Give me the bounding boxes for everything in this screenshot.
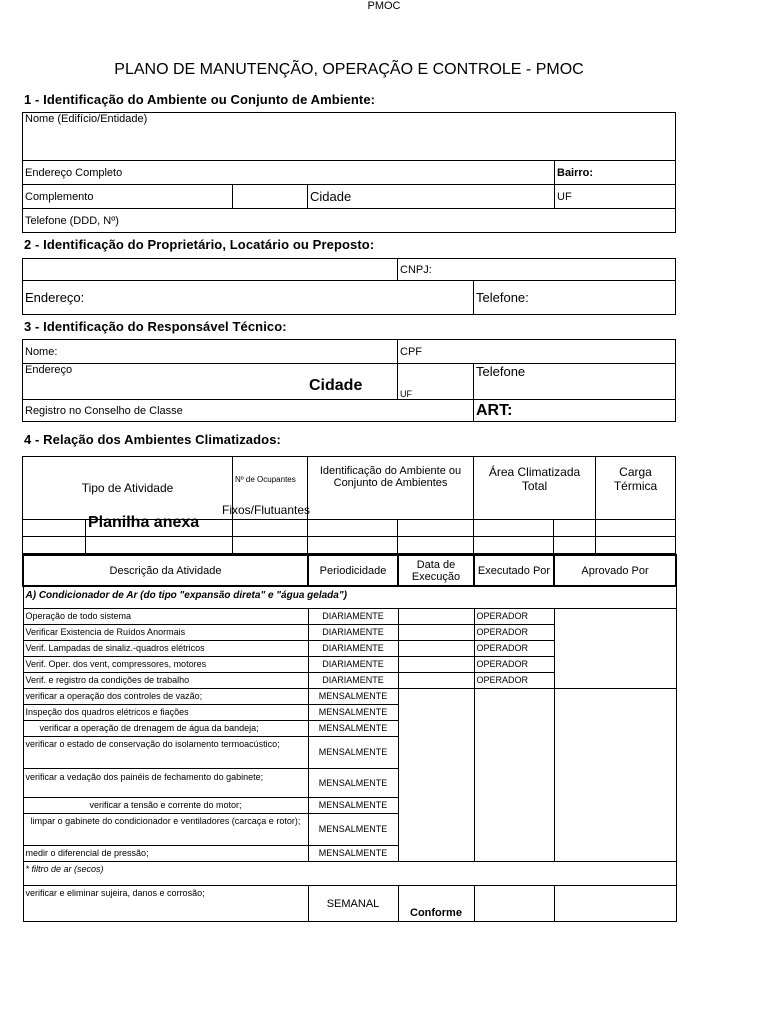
activity-period: MENSALMENTE [308, 768, 398, 797]
fixos-flutuantes-label: Fixos/Flutuantes [222, 503, 311, 517]
cnpj-field[interactable]: CNPJ: [398, 259, 676, 281]
proprietario-nome-field[interactable] [23, 259, 398, 281]
activity-exec-cell[interactable] [474, 885, 554, 921]
endereco-field[interactable]: Endereço Completo [23, 161, 555, 185]
complemento-field[interactable]: Complemento [23, 185, 233, 209]
section-4-title: 4 - Relação dos Ambientes Climatizados: [24, 432, 281, 447]
document-title: PLANO DE MANUTENÇÃO, OPERAÇÃO E CONTROLE - PMOC [114, 61, 584, 78]
rt-art-field[interactable]: ART: [474, 400, 676, 422]
col-ocupantes-label: Nº de Ocupantes [235, 475, 296, 484]
section-2-title: 2 - Identificação do Proprietário, Locatário ou Preposto: [24, 237, 375, 252]
activity-period: MENSALMENTE [308, 813, 398, 845]
activity-date-cell[interactable] [398, 624, 474, 640]
activities-table [22, 554, 677, 922]
col-area: Área Climatizada Total [474, 457, 596, 520]
activity-desc: verificar o estado de conservação do isolamento termoacústico; [23, 736, 308, 768]
activity-exec: OPERADOR [474, 656, 554, 672]
nome-field[interactable]: Nome (Edifício/Entidade) [23, 113, 676, 161]
activity-period: MENSALMENTE [308, 688, 398, 704]
col-periodicidade: Periodicidade [308, 555, 398, 586]
ambientes-table [22, 456, 676, 554]
activity-date-cell[interactable] [398, 656, 474, 672]
col-descricao: Descrição da Atividade [23, 555, 308, 586]
activity-desc: medir o diferencial de pressão; [23, 845, 308, 861]
cidade-field[interactable]: Cidade [308, 185, 555, 209]
ambiente-cell[interactable] [233, 537, 308, 554]
activity-period: MENSALMENTE [308, 704, 398, 720]
complemento-value[interactable] [233, 185, 308, 209]
uf-field[interactable]: UF [555, 185, 676, 209]
planilha-cell [86, 514, 233, 537]
activity-period: DIARIAMENTE [308, 608, 398, 624]
section-2-table [22, 258, 676, 315]
activity-period: SEMANAL [308, 885, 398, 921]
activity-desc: Inspeção dos quadros elétricos e fiações [23, 704, 308, 720]
ambiente-cell[interactable] [398, 520, 474, 537]
ambiente-cell[interactable] [474, 520, 554, 537]
activity-period: DIARIAMENTE [308, 640, 398, 656]
activity-period: DIARIAMENTE [308, 624, 398, 640]
section-1-title: 1 - Identificação do Ambiente ou Conjunto de Ambiente: [24, 92, 376, 107]
ambiente-cell[interactable] [86, 537, 233, 554]
page-header-tag: PMOC [367, 0, 401, 12]
activity-aprov-cell[interactable] [554, 885, 676, 921]
rt-nome-field[interactable]: Nome: [23, 340, 398, 364]
activity-exec: OPERADOR [474, 640, 554, 656]
rt-telefone-field[interactable]: Telefone [474, 364, 676, 400]
group-a-heading: A) Condicionador de Ar (do tipo "expansão direta" e "água gelada") [23, 586, 676, 608]
ambiente-cell[interactable] [308, 537, 398, 554]
activity-desc: Verif. Lampadas de sinaliz.-quadros elétricos [23, 640, 308, 656]
activity-aprov-cell[interactable] [554, 688, 676, 861]
activity-desc: Operação de todo sistema [23, 608, 308, 624]
ambiente-cell[interactable] [596, 537, 676, 554]
activity-period: MENSALMENTE [308, 736, 398, 768]
activity-period: DIARIAMENTE [308, 672, 398, 688]
activity-desc: Verif. Oper. dos vent, compressores, motores [23, 656, 308, 672]
rt-cpf-field[interactable]: CPF [398, 340, 676, 364]
activity-desc: Verif. e registro da condições de trabalho [23, 672, 308, 688]
filtro-heading: * filtro de ar (secos) [23, 861, 676, 885]
ambiente-cell[interactable] [474, 537, 554, 554]
table-row [23, 885, 676, 921]
activity-period: DIARIAMENTE [308, 656, 398, 672]
col-aprovado: Aprovado Por [554, 555, 676, 586]
telefone-field[interactable]: Telefone (DDD, Nº) [23, 209, 676, 233]
activity-exec: OPERADOR [474, 608, 554, 624]
activity-date-cell[interactable] [398, 688, 474, 861]
ambiente-cell[interactable] [23, 537, 86, 554]
activity-exec-cell[interactable] [474, 688, 554, 861]
ambiente-cell[interactable] [398, 537, 474, 554]
ambiente-cell[interactable] [233, 520, 308, 537]
proprietario-endereco-field[interactable]: Endereço: [23, 281, 474, 315]
rt-uf-field[interactable]: UF [398, 364, 474, 400]
ambiente-cell[interactable] [308, 520, 398, 537]
bairro-field[interactable]: Bairro: [555, 161, 676, 185]
activity-desc: verificar a tensão e corrente do motor; [23, 797, 308, 813]
activity-desc: Verificar Existencia de Ruídos Anormais [23, 624, 308, 640]
activity-desc: verificar e eliminar sujeira, danos e corrosão; [23, 885, 308, 921]
table-row [23, 688, 676, 704]
col-carga: Carga Térmica [596, 457, 676, 520]
col-data-execucao: Data de Execução [398, 555, 474, 586]
activity-aprov-cell[interactable] [554, 608, 676, 688]
col-tipo-atividade: Tipo de Atividade [23, 457, 233, 520]
activity-desc: verificar a vedação dos painéis de fechamento do gabinete; [23, 768, 308, 797]
section-1-table [22, 112, 676, 233]
activity-period: MENSALMENTE [308, 720, 398, 736]
activity-date-cell[interactable] [398, 672, 474, 688]
ambiente-cell[interactable] [554, 520, 596, 537]
activity-exec: OPERADOR [474, 672, 554, 688]
col-identificacao: Identificação do Ambiente ou Conjunto de Ambientes [308, 457, 474, 520]
activity-date-note: Conforme [398, 885, 474, 921]
activity-desc: verificar a operação dos controles de vazão; [23, 688, 308, 704]
proprietario-telefone-field[interactable]: Telefone: [474, 281, 676, 315]
activity-desc: limpar o gabinete do condicionador e ventiladores (carcaça e rotor); [23, 813, 308, 845]
ambiente-cell[interactable] [554, 537, 596, 554]
rt-endereco-label: Endereço [25, 364, 73, 376]
table-row [23, 608, 676, 624]
activity-date-cell[interactable] [398, 608, 474, 624]
rt-endereco-field[interactable] [23, 364, 398, 400]
ambiente-cell[interactable] [23, 520, 86, 537]
activity-period: MENSALMENTE [308, 845, 398, 861]
section-3-title: 3 - Identificação do Responsável Técnico: [24, 319, 287, 334]
section-3-table [22, 339, 676, 422]
col-executado: Executado Por [474, 555, 554, 586]
col-ocupantes [222, 457, 311, 520]
rt-registro-field[interactable]: Registro no Conselho de Classe [23, 400, 474, 422]
activity-exec: OPERADOR [474, 624, 554, 640]
ambiente-cell[interactable] [596, 520, 676, 537]
activity-period: MENSALMENTE [308, 797, 398, 813]
planilha-anexa-label: Planilha anexa [88, 514, 200, 531]
activity-desc: verificar a operação de drenagem de água da bandeja; [23, 720, 308, 736]
activity-date-cell[interactable] [398, 640, 474, 656]
rt-cidade-label: Cidade [309, 377, 363, 394]
